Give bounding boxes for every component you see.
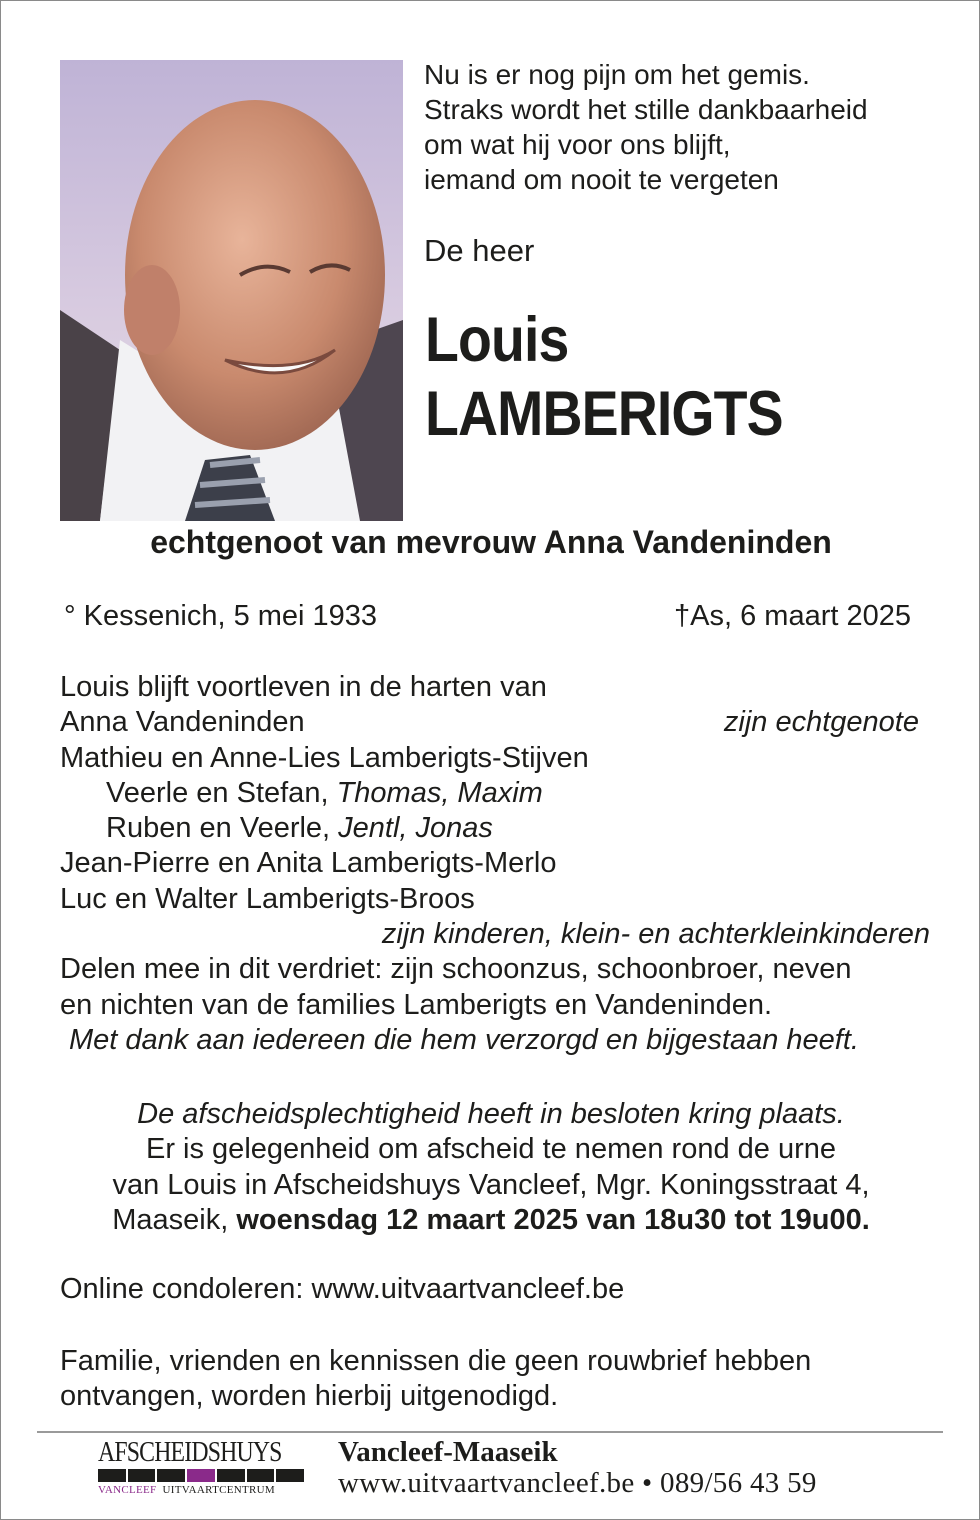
logo-sub-text: UITVAARTCENTRUM — [162, 1484, 275, 1496]
poem — [424, 57, 868, 197]
list-item: Luc en Walter Lamberigts-Broos — [60, 882, 475, 915]
invitation-line: ontvangen, worden hierbij uitgenodigd. — [60, 1380, 559, 1413]
funeral-home-logo — [98, 1438, 308, 1498]
life-dates — [64, 600, 911, 633]
poem-line: Nu is er nog pijn om het gemis. — [424, 59, 810, 90]
online-condolence: Online condoleren: www.uitvaartvancleef.be — [60, 1273, 625, 1305]
grandchild-names: Ruben en Veerle, — [106, 812, 339, 845]
share-line: Delen mee in dit verdriet: zijn schoonzus, schoonbroer, neven — [60, 953, 852, 986]
poem-line: om wat hij voor ons blijft, — [424, 129, 731, 160]
grandchild-names: Veerle en Stefan, — [106, 776, 337, 809]
family-intro: Louis blijft voortleven in de harten van — [60, 671, 547, 703]
list-item: Jean-Pierre en Anita Lamberigts-Merlo — [60, 847, 557, 880]
children-role: zijn kinderen, klein- en achterkleinkinderen — [381, 918, 930, 951]
list-item — [60, 705, 919, 740]
logo-sub-brand: VANCLEEF — [98, 1484, 157, 1496]
family-list — [60, 670, 930, 1058]
first-name: Louis — [425, 305, 569, 375]
ceremony-location: Maaseik, — [112, 1203, 237, 1236]
poem-line: Straks wordt het stille dankbaarheid — [424, 94, 868, 125]
spouse-role: zijn echtgenote — [723, 706, 919, 739]
logo-subtitle — [98, 1484, 308, 1496]
divider — [37, 1431, 943, 1433]
invitation-line: Familie, vrienden en kennissen die geen rouwbrief hebben — [60, 1345, 812, 1377]
ceremony-line: van Louis in Afscheidshuys Vancleef, Mgr. Koningsstraat 4, — [112, 1168, 870, 1201]
poem-line: iemand om nooit te vergeten — [424, 164, 779, 195]
list-item — [60, 776, 919, 811]
logo-bars — [98, 1469, 304, 1482]
ceremony-line: De afscheidsplechtigheid heeft in besloten kring plaats. — [137, 1098, 845, 1130]
funeral-home-contact: www.uitvaartvancleef.be • 089/56 43 59 — [338, 1467, 817, 1499]
death-date: †As, 6 maart 2025 — [674, 600, 911, 632]
share-line: en nichten van de families Lamberigts en Vandeninden. — [60, 988, 773, 1021]
birth-date: ° Kessenich, 5 mei 1933 — [64, 600, 378, 632]
honorific: De heer — [424, 233, 535, 268]
list-item: Mathieu en Anne-Lies Lamberigts-Stijven — [60, 741, 589, 774]
spouse-line: echtgenoot van mevrouw Anna Vandeninden — [150, 524, 832, 560]
great-grandchild-names: Jentl, Jonas — [338, 812, 493, 845]
last-name: LAMBERIGTS — [425, 379, 783, 449]
funeral-home-name: Vancleef-Maaseik — [338, 1436, 558, 1468]
logo-wordmark: AFSCHEIDSHUYS — [98, 1436, 282, 1468]
portrait-illustration — [60, 60, 403, 521]
deceased-name — [425, 303, 783, 451]
list-item — [60, 811, 919, 846]
thanks-line: Met dank aan iedereen die hem verzorgd en bijgestaan heeft. — [69, 1023, 859, 1056]
great-grandchild-names: Thomas, Maxim — [336, 776, 543, 809]
ceremony-line: Er is gelegenheid om afscheid te nemen rond de urne — [146, 1133, 836, 1166]
invitation — [60, 1344, 811, 1415]
portrait-photo — [60, 60, 403, 521]
ceremony-line — [1, 1203, 980, 1238]
spouse-name: Anna Vandeninden — [60, 706, 305, 739]
ceremony-datetime: woensdag 12 maart 2025 van 18u30 tot 19u00. — [236, 1203, 870, 1236]
ceremony-info — [1, 1097, 980, 1238]
